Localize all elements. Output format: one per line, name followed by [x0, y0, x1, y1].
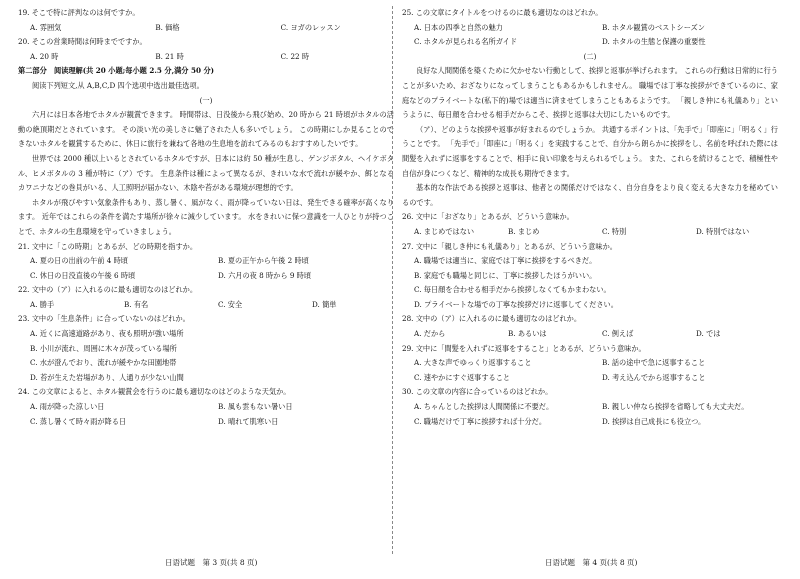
option: A. 職場では適当に、家庭では丁寧に挨拶をするべきだ。 [414, 256, 597, 266]
option: C. 職場だけで丁寧に挨拶すれば十分だ。 [414, 416, 547, 426]
option: B. 家庭でも職場と同じに、丁寧に挨拶したほうがいい。 [414, 270, 597, 280]
passage-1-paragraph: ホタルが飛びやすい気象条件もあり、蒸し暑く、風がなく、雨が降っていない日は、発生できる確率が高くなります。 近年ではこれらの条件を満たす場所が徐々に減少しています。 水をきれいに保つ意識を一人ひとりが持つことで、ホタルの生息環境を守っていきましょう。 [18, 197, 394, 236]
option: D. ホタルの生態と保護の重要性 [602, 37, 706, 47]
option: A. ちゃんとした挨拶は人間関係に不要だ。 [414, 402, 554, 412]
option: C. 安全 [218, 299, 243, 309]
option: D. 晴れて肌寒い日 [218, 416, 279, 426]
option: C. 蒸し暑くて時々雨が降る日 [30, 416, 127, 426]
question-29-options [402, 356, 778, 371]
option: B. 風も雲もない暑い日 [218, 402, 293, 412]
question-29: 29. 文中に「間髪を入れずに返事をすること」とあるが、どういう意味か。 [402, 343, 646, 353]
option: B. 親しい仲なら挨拶を省略しても大丈夫だ。 [602, 402, 749, 412]
page-footer: 日语试题 第 4 页(共 8 页) [545, 558, 638, 567]
option: B. ホタル観賞のベストシーズン [602, 22, 705, 32]
question-28-options [402, 327, 778, 342]
option: B. 小川が流れ、周囲に木々が茂っている場所 [30, 343, 177, 353]
right-page [402, 6, 778, 429]
option: D. プライベートな場での丁寧な挨拶だけに返事してください。 [414, 299, 618, 309]
question-19: 19. そこで特に評判なのは何ですか。 [18, 8, 140, 17]
passage-2-paragraph: （ア）、どのような挨拶や返事が好まれるのでしょうか。 共通するポイントは、「先手で」「即座に」「明るく」行うことです。 「先手で」「即座に」「明るく」を実践することで、自分から朗らかに挨拶をし、名前を呼ばれた際には間髪を入れずに返事をすることで、相手に良い印象を与えられるでしょう。 また、これらを続けることで、積極性や自信が身につくなど、精神的な成長も期待できます。 [402, 124, 778, 178]
option: A. 20 時 [30, 51, 59, 61]
question-23-options [18, 342, 394, 357]
question-22: 22. 文中の（ア）に入れるのに最も適切なのはどれか。 [18, 285, 198, 295]
option: C. 速やかにすぐ返事すること [414, 372, 511, 382]
option: A. 雰囲気 [30, 22, 62, 32]
option: C. 水が澄んでおり、流れが緩やかな田園地帯 [30, 358, 177, 368]
option: A. 夏の日の出前の午前 4 時頃 [30, 256, 128, 266]
section-heading: 第二部分 阅读理解(共 20 小题;每小题 2.5 分,满分 50 分) [18, 66, 215, 76]
question-30-options [402, 400, 778, 415]
option: C. 毎日顔を合わせる相手だから挨拶しなくてもかまわない。 [414, 285, 611, 295]
question-23: 23. 文中の「生息条件」に合っていないのはどれか。 [18, 314, 190, 324]
option: B. 21 時 [155, 51, 184, 61]
page-divider [392, 6, 393, 554]
option: B. 夏の正午から午後 2 時頃 [218, 256, 309, 266]
instructions: 阅读下列短文,从 A,B,C,D 四个选项中选出最佳选项。 [32, 80, 204, 90]
question-26-options [402, 225, 778, 240]
option: C. 22 時 [280, 51, 310, 61]
question-20-options [18, 50, 394, 65]
question-27-options [402, 283, 778, 298]
question-25: 25. この文章にタイトルをつけるのに最も適切なのはどれか。 [402, 8, 603, 17]
question-23-options [18, 356, 394, 371]
option: D. 考え込んでから返事すること [602, 372, 706, 382]
option: D. 苔が生えた岩場があり、人通りが少ない山間 [30, 372, 184, 382]
option: A. 雨が降った涼しい日 [30, 402, 105, 412]
option: D. 特別ではない [696, 226, 750, 236]
option: D. 簡単 [312, 299, 337, 309]
question-24: 24. この文章によると、ホタル観賞会を行うのに最も適切なのはどのような天気か。 [18, 387, 291, 397]
question-27-options [402, 298, 778, 313]
option: B. あるいは [508, 329, 547, 339]
passage-2-paragraph: 基本的な作法である挨拶と返事は、他者との関係だけではなく、自分自身をより良く変える大きな力を秘めているのです。 [402, 183, 778, 207]
passage-1-title: (一) [199, 95, 213, 105]
question-22-options [18, 298, 394, 313]
page-footer: 日语试题 第 3 页(共 8 页) [165, 558, 258, 567]
option: D. 六月の夜 8 時から 9 時頃 [218, 270, 312, 280]
option: A. 近くに高速道路があり、夜も照明が強い場所 [30, 329, 184, 339]
question-27-options [402, 269, 778, 284]
option: A. まじめではない [414, 226, 475, 236]
question-23-options [18, 371, 394, 386]
question-30: 30. この文章の内容に合っているのはどれか。 [402, 387, 553, 397]
question-24-options [18, 415, 394, 430]
option: A. 勝手 [30, 299, 55, 309]
question-23-options [18, 327, 394, 342]
passage-2-title: (二) [583, 51, 597, 61]
option: C. ホタルが見られる名所ガイド [414, 37, 518, 47]
question-27: 27. 文中に「親しき仲にも礼儀あり」とあるが、どういう意味か。 [402, 241, 617, 251]
question-28: 28. 文中の（ア）に入れるのに最も適切なのはどれか。 [402, 314, 582, 324]
question-21-options [18, 269, 394, 284]
option: A. 大きな声でゆっくり返事すること [414, 358, 532, 368]
question-30-options [402, 415, 778, 430]
question-29-options [402, 371, 778, 386]
question-19-options [18, 21, 394, 36]
left-page [18, 6, 394, 429]
option: A. だから [414, 329, 446, 339]
question-21-options [18, 254, 394, 269]
option: A. 日本の四季と自然の魅力 [414, 22, 503, 32]
option: B. 価格 [155, 22, 180, 32]
option: C. ヨガのレッスン [280, 22, 341, 32]
passage-1-paragraph: 六月には日本各地でホタルが観賞できます。 時間帯は、日没後から飛び始め、20 時から 21 時頃がホタルの活動の絶頂期だとされています。 その淡い光の美しさに魅了された人も多いでしょう。 この時期にしか見ることのできないホタルを観賞するために、休日に旅行を兼ねて各地の生息地を訪れてみるのもおすすめしたいです。 [18, 110, 394, 149]
option: B. 話の途中で急に返事すること [602, 358, 706, 368]
option: C. 例えば [602, 329, 634, 339]
question-26: 26. 文中に「おざなり」とあるが、どういう意味か。 [402, 212, 574, 222]
option: C. 休日の日没直後の午後 6 時頃 [30, 270, 136, 280]
option: B. まじめ [508, 226, 540, 236]
option: D. では [696, 329, 721, 339]
question-25-options [402, 35, 778, 50]
question-20: 20. そこの営業時間は何時までですか。 [18, 37, 147, 47]
question-27-options [402, 254, 778, 269]
question-24-options [18, 400, 394, 415]
passage-1-paragraph: 世界では 2000 種以上いるとされているホタルですが、日本には約 50 種が生息し、ゲンジボタル、ヘイケボタル、ヒメボタルの 3 種が特に（ア）です。 生息条件は種によって異なるが、きれいな水で流れが緩やか、餌となるカワニナなどの巻貝がいる、人工照明が届かない、木陰や苔がある環境が理想的です。 [18, 153, 394, 193]
passage-2-paragraph: 良好な人間関係を築くために欠かせない行動として、挨拶と返事が挙げられます。 これらの行動は日常的に行うことが多いため、おざなりになってしまうこともあるかもしれません。 職場では丁寧な挨拶ができているのに、家庭などのプライベートな(私下的)場では適当に済ませてしまうこともあるようです。 「親しき仲にも礼儀あり」というように、毎日顔を合わせる相手だからこそ、挨拶と返事は大切にしたいものです。 [402, 66, 778, 120]
question-21: 21. 文中に「この時期」とあるが、どの時期を指すか。 [18, 241, 198, 251]
question-25-options [402, 21, 778, 36]
option: B. 有名 [124, 299, 149, 309]
option: D. 挨拶は自己成長にも役立つ。 [602, 416, 706, 426]
option: C. 特別 [602, 226, 627, 236]
